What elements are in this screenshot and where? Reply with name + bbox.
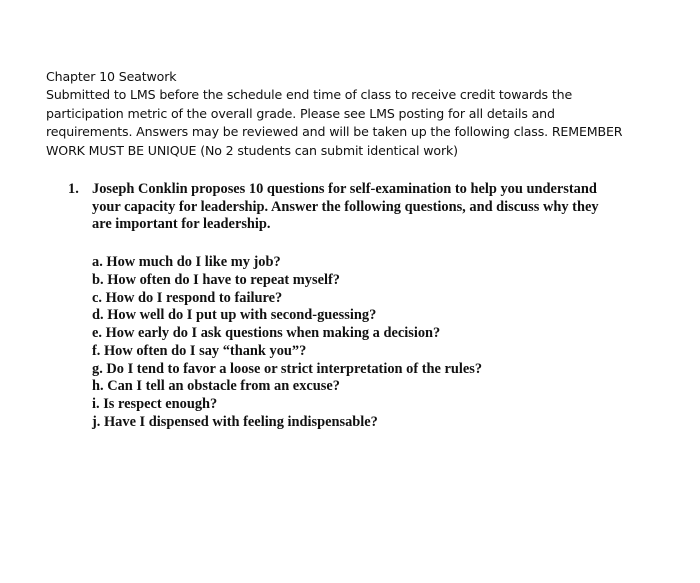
list-item: g. Do I tend to favor a loose or strict interpretation of the rules? — [92, 360, 483, 377]
question-prompt-line: Joseph Conklin proposes 10 questions for self-examination to help you understand — [92, 181, 597, 197]
list-item: h. Can I tell an obstacle from an excuse? — [92, 378, 340, 395]
list-item: e. How early do I ask questions when making a decision? — [92, 325, 441, 341]
document-title: Chapter 10 Seatwork — [46, 69, 177, 84]
list-item: f. How often do I say “thank you”? — [92, 342, 307, 359]
list-item: a. How much do I like my job? — [92, 254, 281, 270]
list-item: i. Is respect enough? — [92, 396, 218, 412]
list-item: j. Have I dispensed with feeling indispensable? — [92, 413, 378, 430]
instruction-line: Submitted to LMS before the schedule end time of class to receive credit towards the — [46, 87, 573, 103]
instruction-line: requirements. Answers may be reviewed and will be taken up the following class. REMEMBER — [46, 124, 623, 140]
question-prompt-line: are important for leadership. — [92, 216, 271, 233]
list-item: d. How well do I put up with second-guessing? — [92, 307, 377, 324]
self-examination-list — [92, 254, 482, 432]
instruction-line: WORK MUST BE UNIQUE (No 2 students can submit identical work) — [46, 142, 458, 158]
question-prompt-line: your capacity for leadership. Answer the following questions, and discuss why they — [92, 198, 599, 215]
list-item: b. How often do I have to repeat myself? — [92, 271, 340, 288]
question-number: 1. — [68, 181, 79, 197]
list-item: c. How do I respond to failure? — [92, 289, 283, 306]
instruction-line: participation metric of the overall grade. Please see LMS posting for all details and — [46, 105, 555, 121]
question-prompt — [92, 181, 662, 234]
seatwork-instructions — [46, 68, 646, 160]
